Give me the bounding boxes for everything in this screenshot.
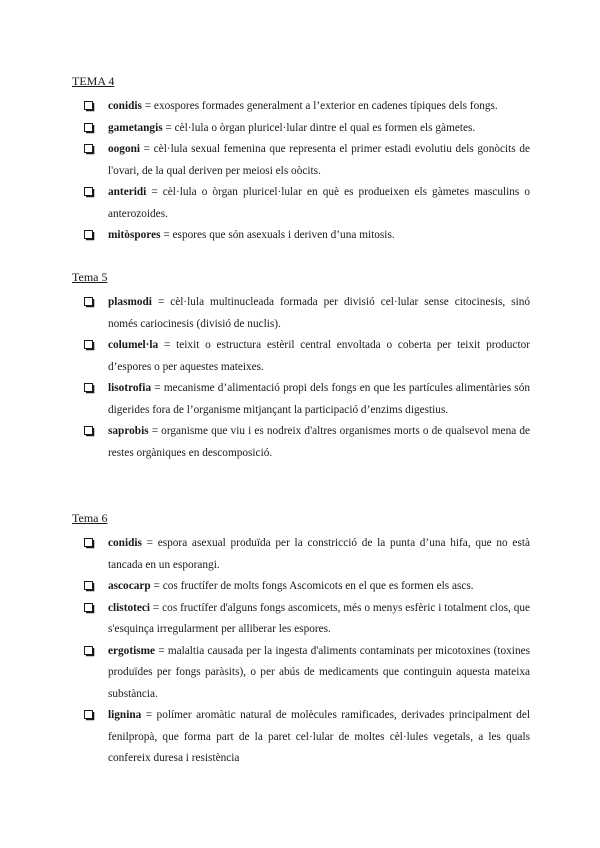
list-item — [72, 533, 530, 576]
definition: = cèl·lula sexual femenina que representa el primer estadi evolutiu dels gonòcits de l'ovari, de la qual deriven per meiosi els oòcits. — [108, 143, 530, 177]
list-item — [72, 598, 530, 641]
checkbox-bullet-icon — [84, 144, 95, 155]
term: conidis — [108, 537, 142, 549]
list-item — [72, 292, 530, 335]
list-item — [72, 576, 530, 598]
list-item — [72, 225, 530, 247]
section-title: TEMA 4 — [72, 74, 115, 88]
term: saprobis — [108, 425, 149, 437]
definition: = cèl·lula o òrgan pluricel·lular dintre el qual es formen els gàmetes. — [162, 121, 476, 134]
definition: = exospores formades generalment a l’exterior en cadenes típiques dels fongs. — [141, 100, 498, 112]
definition: = polímer aromàtic natural de molècules ramificades, derivades principalment del fenilpropà, que forma part de la paret cel·lular de moltes cèl·lules vegetals, a les quals confereix duresa i resistència — [108, 709, 530, 764]
term: ascocarp — [108, 580, 151, 592]
term: oogoni — [108, 143, 141, 155]
definition: = cèl·lula o òrgan pluricel·lular en què es produeixen els gàmetes masculins o anterozoides. — [108, 186, 530, 220]
list-item — [72, 421, 530, 464]
checkbox-bullet-icon — [84, 230, 95, 241]
list-item — [72, 378, 530, 421]
checkbox-bullet-icon — [84, 426, 95, 437]
term: anteridi — [108, 186, 147, 198]
checkbox-bullet-icon — [84, 187, 95, 198]
section-tema-4 — [72, 73, 530, 247]
term: columel·la — [108, 339, 159, 351]
checkbox-bullet-icon — [84, 340, 95, 351]
list-item — [72, 118, 530, 140]
checkbox-bullet-icon — [84, 710, 95, 721]
definition: = cos fructífer d'alguns fongs ascomicets, més o menys esfèric i totalment clos, que s'esquinça irregularment per alliberar les espores. — [108, 601, 530, 635]
term: lisotrofia — [108, 382, 152, 394]
term: clistoteci — [108, 601, 151, 614]
checkbox-bullet-icon — [84, 297, 95, 308]
checkbox-bullet-icon — [84, 646, 95, 657]
section-title: Tema 5 — [72, 270, 108, 284]
definition: = cos fructífer de molts fongs Ascomicots en el que es formen els ascs. — [150, 580, 474, 592]
term: conidis — [108, 100, 142, 112]
definition: = organisme que viu i es nodreix d'altres organismes morts o de qualsevol mena de restes orgàniques en descomposició. — [108, 425, 530, 459]
checkbox-bullet-icon — [84, 581, 95, 592]
checkbox-bullet-icon — [84, 101, 95, 112]
list-item — [72, 182, 530, 225]
definition: = espora asexual produïda per la constricció de la punta d’una hifa, que no està tancada en un esporangi. — [108, 537, 530, 571]
section-tema-5 — [72, 269, 530, 464]
checkbox-bullet-icon — [84, 123, 95, 134]
list-item — [72, 641, 530, 706]
checkbox-bullet-icon — [84, 603, 95, 614]
definition: = espores que són asexuals i deriven d’una mitosis. — [160, 229, 395, 241]
list-item — [72, 139, 530, 182]
definition: = teixit o estructura estèril central envoltada o coberta per teixit productor d’espores o per aquestes mateixes. — [108, 339, 530, 373]
term: gametangis — [108, 121, 163, 134]
definition: = mecanisme d’alimentació propi dels fongs en que les partícules alimentàries són digerides fora de l’organisme mitjançant la participació d’enzims digestius. — [108, 382, 530, 416]
definition: = cèl·lula multinucleada formada per divisió cel·lular sense citocinesis, sinó només cariocinesis (divisió de nuclis). — [108, 296, 530, 330]
list-item — [72, 96, 530, 118]
definition: = malaltia causada per la ingesta d'aliments contaminats per micotoxines (toxines produïdes per fongs paràsits), o per abús de medicaments que continguin aquesta mateixa substància. — [108, 644, 530, 700]
section-tema-6 — [72, 510, 530, 770]
term: lignina — [108, 709, 142, 721]
checkbox-bullet-icon — [84, 538, 95, 549]
list-item — [72, 705, 530, 770]
list-item — [72, 335, 530, 378]
term: ergotisme — [108, 644, 156, 657]
section-title: Tema 6 — [72, 511, 108, 525]
term: mitòspores — [108, 229, 161, 241]
checkbox-bullet-icon — [84, 383, 95, 394]
term: plasmodi — [108, 296, 152, 308]
